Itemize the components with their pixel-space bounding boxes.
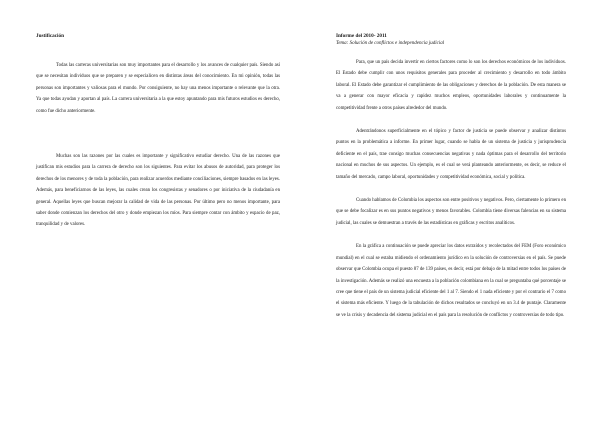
paragraph-spacer — [336, 183, 566, 195]
paragraph-spacer — [336, 114, 566, 126]
paragraph-spacer — [336, 229, 566, 241]
right-page-subheading: Tema: Solución de conflictos e independencia judicial — [336, 41, 445, 46]
left-paragraph: Todas las carreras universitarias son muy importantes para el desarrollo y los avances de cualquier país. Siendo así que se necesitan individuos que se preparen y se especialicen en distintas áreas del conocimiento. En mi opinión, todas las personas son importantes y valiosas para el mundo. Por consiguiente, no hay una menos importante o relevante que la otra. Ya que todas ayudan y aportan al país. La carrera universitaria a la que estoy apuntando para mis futuros estudios es derecho, como fue dicho anteriormente. — [36, 63, 280, 114]
left-paragraph: Muchas son las razones por las cuales es importante y significativo estudiar derecho. Una de las razones que justifican mis estudios para la carrera de derecho son los siguientes. Para evitar los abusos de autoridad, para proteger los derechos de los menores y de toda la población, para realizar acuerdos mediante conciliaciones, siempre basados en las leyes. Además, para beneficiarnos de las leyes, las cuales crean los congresistas y senadores o por iniciativa de la ciudadanía en general. Aquellas leyes que buscan mejorar la calidad de vida de las personas. Por último pero no menos importante, para saber donde comienzan los derechos del otro y donde empiezan los míos. Para siempre contar con ámbito y espacio de paz, tranquilidad y de valores. — [36, 154, 280, 228]
paragraph-spacer — [36, 117, 280, 151]
right-paragraph: Cuando hablamos de Colombia los aspectos son entre positivos y negativos. Pero, ciertamente lo primero en que se debe focalizar es en sus puntos negativos y menos favorables. Colombia tiene diversas falencias en su sistema judicial, las cuales se demuestran a través de las estadísticas en gráficas y escritos analíticos. — [336, 198, 566, 226]
right-paragraph: Adentrándonos superficialmente en el tópico y factor de justicia se puede observar y analizar distintos puntos en la problemática a informe. En primer lugar, cuando se habla de un sistema de justicia y jurisprudencia deficiente en el país, trae consigo muchas consecuencias negativas y nada óptimas para el desarrollo del territorio nacional en muchos de sus aspectos. Un ejemplo, es el cual se verá planteando anteriormente, es decir, se reduce el tamaño del mercado, campo laboral, oportunidades y competitividad económica, social y política. — [336, 129, 566, 180]
right-page — [300, 0, 600, 424]
right-paragraph: En la gráfica a continuación se puede apreciar los datos extraídos y recolectados del FEM (Foro económico mundial) en el cual se estaba midiendo el ordenamiento jurídico en la solución de controversias en el país. Se puede observar que Colombia ocupa el puesto 87 de 139 países, es decir, está por debajo de la mitad entre todos los países de la investigación. Además se realizó una encuesta a la población colombiana en la cual se preguntaba qué porcentaje se cree que tiene el país de un sistema judicial eficiente del 1 al 7. Siendo el 1 nada eficiente y por el contrario el 7 como el sistema más eficiente. Y luego de la tabulación de dichos resultados se concluyó en un 3.4 de puntaje. Claramente se ve la crisis y decadencia del sistema judicial en el país para la resolución de conflictos y controversias de todo tipo. — [336, 244, 566, 318]
right-page-heading: Informe del 2010- 2011 — [336, 33, 387, 39]
left-page-heading: Justificación — [36, 33, 64, 39]
right-paragraph: Para, que un país decida invertir en ciertos factores como lo son los derechos económicos de los individuos. El Estado debe cumplir con unos requisitos generales para proceder al crecimiento y desarrollo en todo ámbito laboral. El Estado debe garantizar el cumplimiento de las obligaciones y derechos de la población. De esta manera se va a generar con mayor eficacia y rapidez muchos empleos, oportunidades laborales y continuamente la competitividad frente a otros países alrededor del mundo. — [336, 60, 566, 111]
